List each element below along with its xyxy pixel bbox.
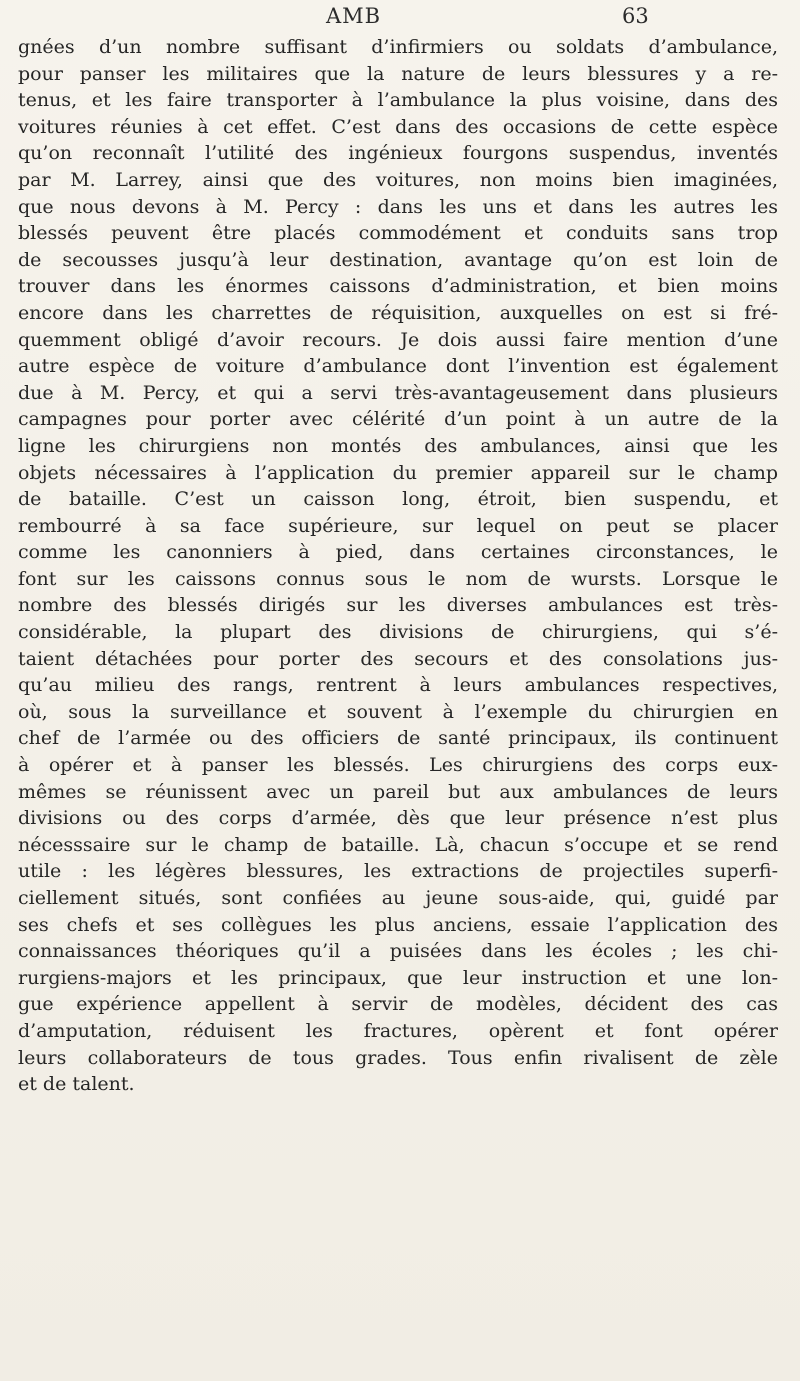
body-text <box>18 34 778 1098</box>
text-line: pour panser les militaires que la nature de leurs blessures y a re- <box>18 62 778 85</box>
text-line: qu’au milieu des rangs, rentrent à leurs ambulances respectives, <box>18 674 778 697</box>
text-line: à opérer et à panser les blessés. Les chirurgiens des corps eux- <box>18 754 778 777</box>
text-line: par M. Larrey, ainsi que des voitures, non moins bien imaginées, <box>18 168 778 191</box>
text-line: quemment obligé d’avoir recours. Je dois aussi faire mention d’une <box>18 328 778 351</box>
text-line: de bataille. C’est un caisson long, étroit, bien suspendu, et <box>18 488 778 511</box>
text-line: utile : les légères blessures, les extractions de projectiles superfi- <box>18 860 778 883</box>
page-header <box>0 4 800 32</box>
text-line: objets nécessaires à l’application du premier appareil sur le champ <box>18 461 778 484</box>
text-line: due à M. Percy, et qui a servi très-avantageusement dans plusieurs <box>18 381 778 404</box>
text-line: autre espèce de voiture d’ambulance dont l’invention est également <box>18 355 778 378</box>
text-line: blessés peuvent être placés commodément et conduits sans trop <box>18 222 778 245</box>
text-line: et de talent. <box>18 1073 135 1096</box>
text-line: divisions ou des corps d’armée, dès que leur présence n’est plus <box>18 807 778 830</box>
text-line: nécesssaire sur le champ de bataille. Là, chacun s’occupe et se rend <box>18 833 778 856</box>
text-line: taient détachées pour porter des secours et des consolations jus- <box>18 647 778 670</box>
text-line: considérable, la plupart des divisions de chirurgiens, qui s’é- <box>18 621 778 644</box>
text-line: font sur les caissons connus sous le nom de wursts. Lorsque le <box>18 567 778 590</box>
text-line: trouver dans les énormes caissons d’administration, et bien moins <box>18 275 778 298</box>
text-line: ligne les chirurgiens non montés des ambulances, ainsi que les <box>18 434 778 457</box>
text-line: où, sous la surveillance et souvent à l’exemple du chirurgien en <box>18 700 778 723</box>
text-line: campagnes pour porter avec célérité d’un point à un autre de la <box>18 408 778 431</box>
text-line: voitures réunies à cet effet. C’est dans des occasions de cette espèce <box>18 115 778 138</box>
text-line: ciellement situés, sont confiées au jeune sous-aide, qui, guidé par <box>18 887 778 909</box>
text-line: gnées d’un nombre suffisant d’infirmiers ou soldats d’ambulance, <box>18 36 778 58</box>
text-line: rurgiens-majors et les principaux, que leur instruction et une lon- <box>18 966 778 989</box>
text-line: d’amputation, réduisent les fractures, opèrent et font opérer <box>18 1019 778 1042</box>
text-line: qu’on reconnaît l’utilité des ingénieux fourgons suspendus, inventés <box>18 142 778 165</box>
text-line: leurs collaborateurs de tous grades. Tous enfin rivalisent de zèle <box>18 1046 778 1069</box>
text-line: chef de l’armée ou des officiers de santé principaux, ils continuent <box>18 727 778 750</box>
text-line: mêmes se réunissent avec un pareil but aux ambulances de leurs <box>18 780 778 803</box>
text-line: ses chefs et ses collègues les plus anciens, essaie l’application des <box>18 913 778 936</box>
text-line: encore dans les charrettes de réquisition, auxquelles on est si fré- <box>18 301 778 324</box>
text-line: comme les canonniers à pied, dans certaines circonstances, le <box>18 541 778 564</box>
text-line: connaissances théoriques qu’il a puisées dans les écoles ; les chi- <box>18 940 778 963</box>
page-number: 63 <box>622 4 649 28</box>
text-line: tenus, et les faire transporter à l’ambulance la plus voisine, dans des <box>18 89 778 112</box>
text-line: que nous devons à M. Percy : dans les uns et dans les autres les <box>18 195 778 218</box>
running-head: AMB <box>326 4 382 28</box>
text-line: rembourré à sa face supérieure, sur lequel on peut se placer <box>18 514 778 537</box>
text-line: de secousses jusqu’à leur destination, avantage qu’on est loin de <box>18 248 778 271</box>
text-line: gue expérience appellent à servir de modèles, décident des cas <box>18 993 778 1016</box>
text-line: nombre des blessés dirigés sur les diverses ambulances est très- <box>18 594 778 617</box>
